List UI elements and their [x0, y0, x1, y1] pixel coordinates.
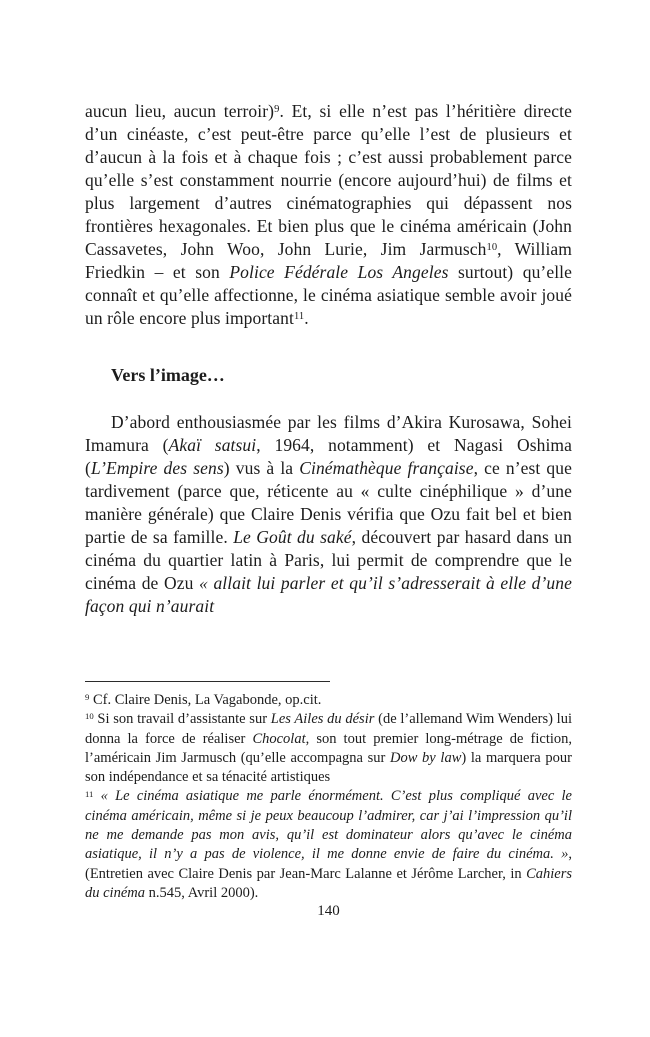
- footnote-11: [85, 787, 572, 903]
- footnote-text-9: Cf. Claire Denis, La Vagabonde, op.cit.: [89, 692, 322, 708]
- footnote-10: [85, 710, 572, 787]
- footnote-text-10: Si son travail d’assistante sur Les Ailes du désir (de l’allemand Wim Wenders) lui donna la force de réaliser Chocolat, son tout premier long-métrage de fiction, l’américain Jim Jarmusch (qu’elle accompagna sur Dow by law) la marquera pour son indépendance et sa ténacité artistiques: [85, 711, 572, 786]
- footnote-text-11: « Le cinéma asiatique me parle énormément. C’est plus compliqué avec le cinéma américain, même si je peux beaucoup l’admirer, car j’ai l’impression qu’il ne me demande pas mon avis, qu’il est dominateur alors qu’avec le cinéma asiatique, il n’y a pas de violence, il me donne envie de faire du cinéma. », (Entretien avec Claire Denis par Jean-Marc Lalanne et Jérôme Larcher, in Cahiers du cinéma n.545, Avril 2000).: [85, 788, 572, 901]
- main-text-block: [85, 100, 572, 618]
- footnote-marker-11: 11: [85, 788, 94, 799]
- footnote-marker-10: 10: [85, 711, 94, 722]
- footnote-marker-9: 9: [85, 692, 90, 703]
- footnotes-section: [85, 681, 572, 903]
- footnote-separator: [85, 681, 330, 682]
- section-heading: Vers l’image…: [111, 365, 225, 385]
- footnote-9: [85, 691, 572, 710]
- page-number: 140: [317, 903, 340, 919]
- body-paragraph: D’abord enthousiasmée par les films d’Akira Kurosawa, Sohei Imamura (Akaï satsui, 1964, notamment) et Nagasi Oshima (L’Empire des sens) vus à la Cinémathèque française, ce n’est que tardivement (parce que, réticente au « culte cinéphilique » d’une manière générale) que Claire Denis vérifia que Ozu fait bel et bien partie de sa famille. Le Goût du saké, découvert par hasard dans un cinéma du quartier latin à Paris, lui permit de comprendre que le cinéma de Ozu « allait lui parler et qu’il s’adresserait à elle d’une façon qui n’aurait: [85, 412, 572, 616]
- body-paragraph-continuation: aucun lieu, aucun terroir)$^9$. Et, si elle n’est pas l’héritière directe d’un cinéaste, c’est peut-être parce qu’elle l’est de plusieurs et d’aucun à la fois et à chaque fois ; c’est aussi probablement parce qu’elle s’est constamment nourrie (encore aujourd’hui) de films et plus largement d’autres cinématographies qui dépassent nos frontières hexagonales. Et bien plus que le cinéma américain (John Cassavetes, John Woo, John Lurie, Jim Jarmusch$^{10}$, William Friedkin – et son Police Fédérale Los Angeles surtout) qu’elle connaît et qu’elle affectionne, le cinéma asiatique semble avoir joué un rôle encore plus important$^{11}$.: [85, 101, 573, 328]
